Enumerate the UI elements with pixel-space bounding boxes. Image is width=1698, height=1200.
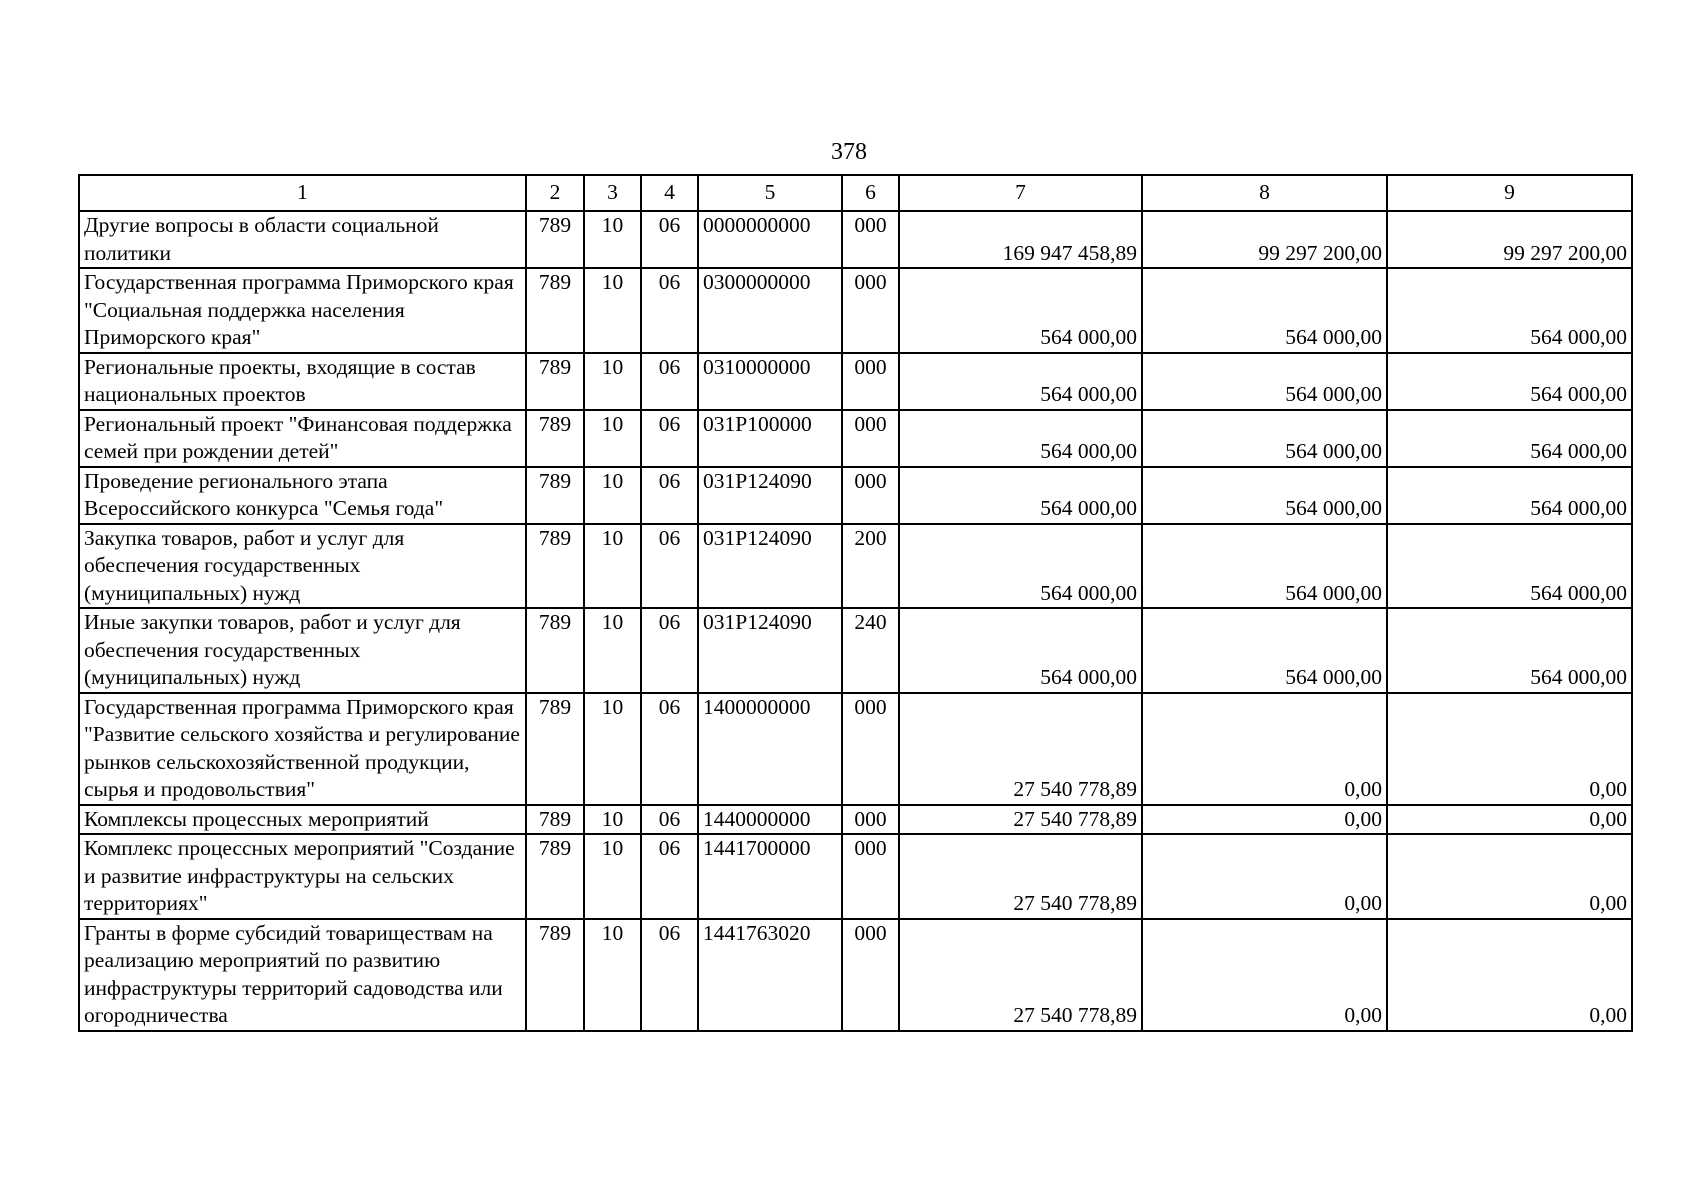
- row-amount-8: 0,00: [1142, 834, 1387, 919]
- row-code-6: 000: [842, 919, 899, 1031]
- row-amount-7: 564 000,00: [899, 608, 1142, 693]
- row-name: Региональный проект "Финансовая поддержка семей при рождении детей": [79, 410, 526, 467]
- row-code-2: 789: [526, 467, 584, 524]
- row-amount-7: 27 540 778,89: [899, 805, 1142, 835]
- row-code-4: 06: [641, 608, 698, 693]
- row-code-3: 10: [584, 467, 641, 524]
- table-row: [79, 268, 1632, 353]
- row-amount-7: 27 540 778,89: [899, 834, 1142, 919]
- row-amount-9: 0,00: [1387, 805, 1632, 835]
- row-code-4: 06: [641, 353, 698, 410]
- row-code-6: 000: [842, 834, 899, 919]
- row-code-6: 000: [842, 353, 899, 410]
- row-amount-9: 564 000,00: [1387, 467, 1632, 524]
- row-amount-7: 564 000,00: [899, 353, 1142, 410]
- row-code-6: 000: [842, 693, 899, 805]
- row-code-2: 789: [526, 919, 584, 1031]
- table-body: [79, 211, 1632, 1031]
- header-cell: 8: [1142, 175, 1387, 211]
- row-amount-8: 0,00: [1142, 693, 1387, 805]
- row-amount-8: 0,00: [1142, 919, 1387, 1031]
- row-code-2: 789: [526, 268, 584, 353]
- row-code-2: 789: [526, 410, 584, 467]
- row-code-3: 10: [584, 211, 641, 268]
- table-row: [79, 211, 1632, 268]
- table-header: [79, 175, 1632, 211]
- row-code-4: 06: [641, 919, 698, 1031]
- row-amount-9: 564 000,00: [1387, 268, 1632, 353]
- row-amount-7: 564 000,00: [899, 268, 1142, 353]
- row-code-5: 1440000000: [698, 805, 842, 835]
- header-cell: 2: [526, 175, 584, 211]
- row-code-6: 000: [842, 268, 899, 353]
- row-code-5: 031P124090: [698, 608, 842, 693]
- row-name: Другие вопросы в области социальной политики: [79, 211, 526, 268]
- header-cell: 1: [79, 175, 526, 211]
- row-amount-8: 564 000,00: [1142, 410, 1387, 467]
- row-code-2: 789: [526, 805, 584, 835]
- row-code-3: 10: [584, 834, 641, 919]
- row-code-6: 000: [842, 410, 899, 467]
- header-cell: 6: [842, 175, 899, 211]
- table-row: [79, 524, 1632, 609]
- row-code-2: 789: [526, 608, 584, 693]
- header-cell: 5: [698, 175, 842, 211]
- row-code-2: 789: [526, 834, 584, 919]
- row-amount-9: 99 297 200,00: [1387, 211, 1632, 268]
- header-cell: 7: [899, 175, 1142, 211]
- row-code-5: 0000000000: [698, 211, 842, 268]
- row-amount-9: 564 000,00: [1387, 524, 1632, 609]
- row-code-5: 0310000000: [698, 353, 842, 410]
- row-amount-7: 27 540 778,89: [899, 919, 1142, 1031]
- row-code-5: 031P124090: [698, 524, 842, 609]
- header-row: [79, 175, 1632, 211]
- row-amount-8: 564 000,00: [1142, 353, 1387, 410]
- row-code-6: 240: [842, 608, 899, 693]
- row-code-2: 789: [526, 353, 584, 410]
- row-amount-7: 169 947 458,89: [899, 211, 1142, 268]
- table-row: [79, 919, 1632, 1031]
- row-name: Гранты в форме субсидий товариществам на реализацию мероприятий по развитию инфраструктуры территорий садоводства или огородничества: [79, 919, 526, 1031]
- row-code-2: 789: [526, 211, 584, 268]
- row-amount-8: 99 297 200,00: [1142, 211, 1387, 268]
- budget-table: [78, 174, 1633, 1032]
- header-cell: 4: [641, 175, 698, 211]
- row-code-6: 000: [842, 467, 899, 524]
- row-amount-9: 564 000,00: [1387, 353, 1632, 410]
- row-amount-8: 564 000,00: [1142, 524, 1387, 609]
- row-name: Государственная программа Приморского края "Развитие сельского хозяйства и регулирование рынков сельскохозяйственной продукции, сырья и продовольствия": [79, 693, 526, 805]
- row-amount-8: 564 000,00: [1142, 268, 1387, 353]
- row-amount-9: 564 000,00: [1387, 410, 1632, 467]
- row-amount-8: 564 000,00: [1142, 608, 1387, 693]
- row-amount-8: 564 000,00: [1142, 467, 1387, 524]
- page-number: 378: [831, 139, 867, 165]
- row-code-3: 10: [584, 919, 641, 1031]
- row-code-5: 1441763020: [698, 919, 842, 1031]
- row-code-4: 06: [641, 834, 698, 919]
- row-name: Иные закупки товаров, работ и услуг для обеспечения государственных (муниципальных) нужд: [79, 608, 526, 693]
- row-code-4: 06: [641, 805, 698, 835]
- row-name: Комплекс процессных мероприятий "Создание и развитие инфраструктуры на сельских территориях": [79, 834, 526, 919]
- table-row: [79, 353, 1632, 410]
- row-amount-9: 0,00: [1387, 693, 1632, 805]
- row-amount-8: 0,00: [1142, 805, 1387, 835]
- row-code-4: 06: [641, 524, 698, 609]
- row-code-2: 789: [526, 524, 584, 609]
- row-code-6: 000: [842, 805, 899, 835]
- row-code-5: 031P100000: [698, 410, 842, 467]
- row-code-4: 06: [641, 211, 698, 268]
- row-code-4: 06: [641, 693, 698, 805]
- row-code-3: 10: [584, 268, 641, 353]
- row-code-5: 031P124090: [698, 467, 842, 524]
- row-code-2: 789: [526, 693, 584, 805]
- table-row: [79, 467, 1632, 524]
- row-code-5: 0300000000: [698, 268, 842, 353]
- row-code-5: 1400000000: [698, 693, 842, 805]
- row-code-5: 1441700000: [698, 834, 842, 919]
- header-cell: 3: [584, 175, 641, 211]
- row-code-3: 10: [584, 693, 641, 805]
- row-name: Государственная программа Приморского края "Социальная поддержка населения Приморского края": [79, 268, 526, 353]
- row-name: Комплексы процессных мероприятий: [79, 805, 526, 835]
- row-code-3: 10: [584, 524, 641, 609]
- row-code-4: 06: [641, 410, 698, 467]
- row-code-3: 10: [584, 353, 641, 410]
- row-amount-7: 564 000,00: [899, 524, 1142, 609]
- row-code-6: 200: [842, 524, 899, 609]
- table-row: [79, 693, 1632, 805]
- row-code-3: 10: [584, 805, 641, 835]
- row-code-3: 10: [584, 608, 641, 693]
- row-name: Проведение регионального этапа Всероссийского конкурса "Семья года": [79, 467, 526, 524]
- row-amount-7: 564 000,00: [899, 467, 1142, 524]
- table-row: [79, 608, 1632, 693]
- header-cell: 9: [1387, 175, 1632, 211]
- row-code-4: 06: [641, 467, 698, 524]
- row-amount-9: 0,00: [1387, 919, 1632, 1031]
- row-amount-9: 564 000,00: [1387, 608, 1632, 693]
- row-code-3: 10: [584, 410, 641, 467]
- row-amount-7: 564 000,00: [899, 410, 1142, 467]
- table-row: [79, 410, 1632, 467]
- row-name: Закупка товаров, работ и услуг для обеспечения государственных (муниципальных) нужд: [79, 524, 526, 609]
- table-row: [79, 805, 1632, 835]
- row-code-4: 06: [641, 268, 698, 353]
- row-amount-9: 0,00: [1387, 834, 1632, 919]
- row-amount-7: 27 540 778,89: [899, 693, 1142, 805]
- table-row: [79, 834, 1632, 919]
- row-code-6: 000: [842, 211, 899, 268]
- row-name: Региональные проекты, входящие в состав национальных проектов: [79, 353, 526, 410]
